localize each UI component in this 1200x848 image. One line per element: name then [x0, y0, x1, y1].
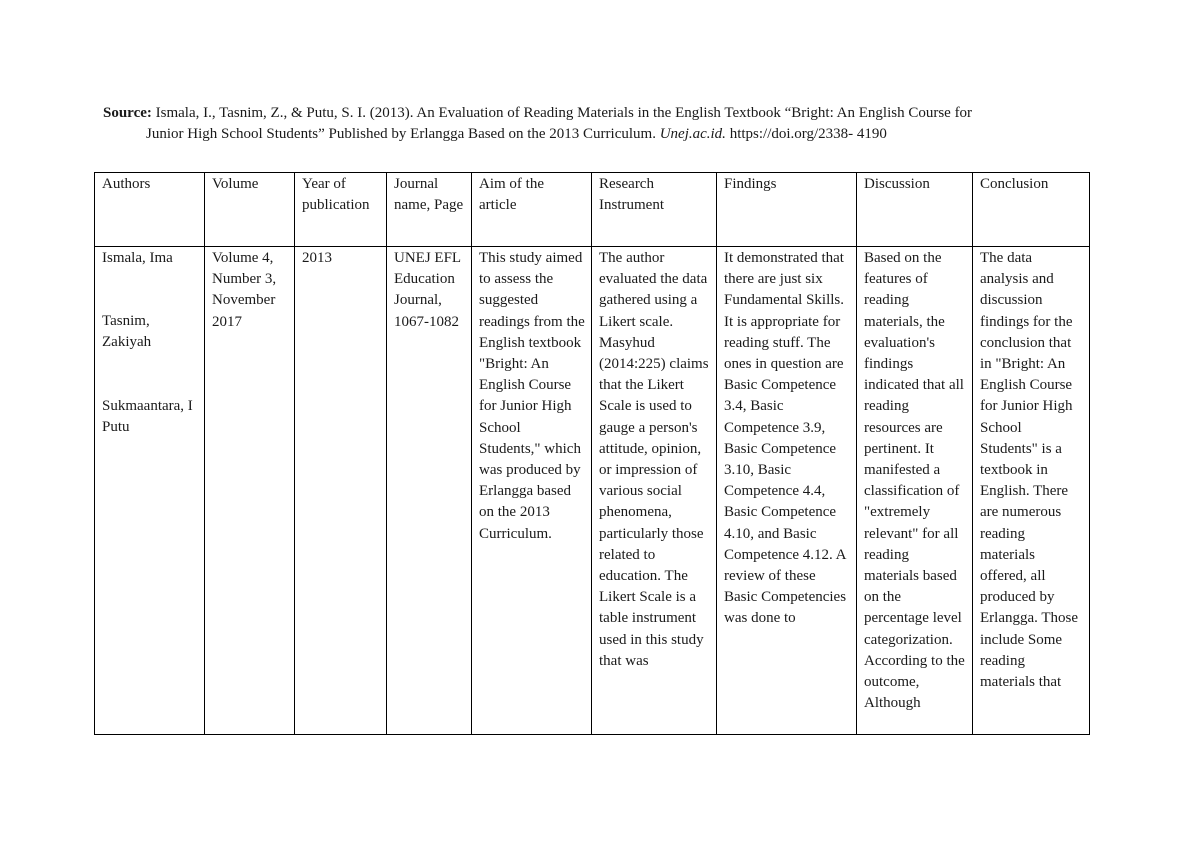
- cell-volume: [205, 247, 295, 735]
- table-row: [95, 247, 1090, 735]
- instrument-text: The author evaluated the data gathered using a Likert scale. Masyhud (2014:225) claims that the Likert Scale is used to gauge a person's attitude, opinion, or impression of various social phenomena, particularly those related to education. The Likert Scale is a table instrument used in this study that was: [599, 250, 709, 669]
- journal-text: UNEJ EFL Education Journal, 1067-1082: [394, 250, 461, 330]
- literature-review-table: [94, 172, 1090, 735]
- source-text: Ismala, I., Tasnim, Z., & Putu, S. I. (2013). An Evaluation of Reading Materials in the English Textbook “Bright: An English Course for: [155, 105, 973, 121]
- volume-text: Volume 4, Number 3, November 2017: [212, 250, 277, 330]
- author-3: Sukmaantara, I Putu: [102, 397, 193, 435]
- table-header-row: [95, 173, 1090, 247]
- header-journal: Journal name, Page: [387, 173, 472, 247]
- source-label: Source:: [103, 105, 152, 121]
- source-journal-italic: Unej.ac.id.: [659, 126, 726, 142]
- source-url: https://doi.org/2338- 4190: [729, 126, 887, 142]
- header-discussion: Discussion: [857, 173, 973, 247]
- header-aim: Aim of the article: [472, 173, 592, 247]
- author-2: Tasnim, Zakiyah: [102, 313, 152, 351]
- header-findings: Findings: [717, 173, 857, 247]
- findings-text: It demonstrated that there are just six Fundamental Skills. It is appropriate for reading stuff. The ones in question are Basic Competence 3.4, Basic Competence 3.9, Basic Competence 3.10, Basic Competence 4.4, Basic Competence 4.10, and Basic Competence 4.12. A review of these Basic Competencies was done to: [724, 250, 847, 627]
- cell-aim: [472, 247, 592, 735]
- source-text-line2: Junior High School Students” Published by Erlangga Based on the 2013 Curriculum.: [146, 126, 656, 142]
- source-citation: [103, 103, 1103, 145]
- header-volume: Volume: [205, 173, 295, 247]
- cell-journal: [387, 247, 472, 735]
- year-text: 2013: [302, 250, 332, 266]
- conclusion-text: The data analysis and discussion findings for the conclusion that in "Bright: An English Course for Junior High School Students" is a textbook in English. There are numerous reading materials offered, all produced by Erlangga. Those include Some reading materials that: [980, 250, 1079, 691]
- header-conclusion: Conclusion: [973, 173, 1090, 247]
- cell-authors: [95, 247, 205, 735]
- cell-instrument: [592, 247, 717, 735]
- header-year: Year of publication: [295, 173, 387, 247]
- author-1: Ismala, Ima: [102, 250, 173, 266]
- source-line-2: [103, 124, 1103, 145]
- cell-conclusion: [973, 247, 1090, 735]
- cell-discussion: [857, 247, 973, 735]
- aim-text: This study aimed to assess the suggested readings from the English textbook "Bright: An English Course for Junior High School Students," which was produced by Erlangga based on the 2013 Curriculum.: [479, 250, 585, 542]
- header-instrument: Research Instrument: [592, 173, 717, 247]
- cell-year: [295, 247, 387, 735]
- discussion-text: Based on the features of reading materials, the evaluation's findings indicated that all reading resources are pertinent. It manifested a classification of "extremely relevant" for all reading materials based on the percentage level categorization. According to the outcome, Although: [864, 250, 965, 712]
- cell-findings: [717, 247, 857, 735]
- header-authors: Authors: [95, 173, 205, 247]
